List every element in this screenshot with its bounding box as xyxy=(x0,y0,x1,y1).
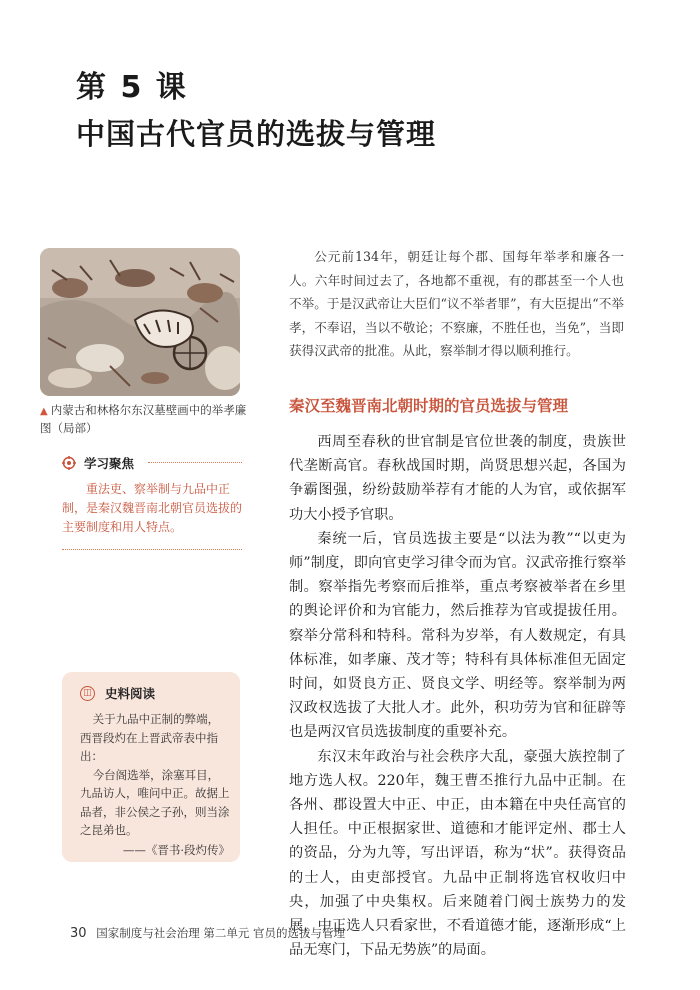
focus-divider xyxy=(148,462,242,463)
body-paragraph: 东汉末年政治与社会秩序大乱，豪强大族控制了地方选人权。220年，魏王曹丕推行九品中正制。在各州、郡设置大中正、中正，由本籍在中央任高官的人担任。中正根据家世、道德和才能评定州、郡士人的资品，分为九等，写出评语，称为“状”。获得资品的士人，由吏部授官。九品中正制将选官权收归中央，加强了中央集权。后来随着门阀士族势力的发展，中正选人只看家世，不看道德才能，逐渐形成“上品无寒门，下品无势族”的局面。 xyxy=(289,748,626,959)
reading-quote: 今台阁选举，涂塞耳目，九品访人，唯问中正。故据上品者，非公侯之子孙，则当涂之昆弟也。 xyxy=(80,767,230,837)
study-focus-box xyxy=(62,454,242,550)
mural-image xyxy=(40,248,240,396)
page-footer xyxy=(70,925,345,941)
page-number: 30 xyxy=(70,926,87,941)
reading-source: ——《晋书·段灼传》 xyxy=(122,842,230,857)
historical-reading-box xyxy=(62,672,240,862)
footer-text: 国家制度与社会治理 第二单元 官员的选拔与管理 xyxy=(96,926,346,940)
section-heading: 秦汉至魏晋南北朝时期的官员选拔与管理 xyxy=(289,397,569,415)
lesson-title: 中国古代官员的选拔与管理 xyxy=(76,117,437,151)
intro-paragraph: 公元前134年，朝廷让每个郡、国每年举孝和廉各一人。六年时间过去了，各地都不重视，有的郡甚至一个人也不举。于是汉武帝让大臣们“议不举者罪”，有大臣提出“不举孝，不奉诏，当以不敬论；不察廉，不胜任也，当免”，当即获得汉武帝的批准。从此，察举制才得以顺利推行。 xyxy=(289,249,624,359)
body-text xyxy=(289,430,626,962)
lesson-number: 第 5 课 xyxy=(76,70,188,105)
focus-bottom-divider xyxy=(62,549,242,550)
reading-intro: 关于九品中正制的弊端，西晋段灼在上晋武帝表中指出： xyxy=(80,712,220,763)
reading-book-icon: ◫ xyxy=(80,686,95,701)
triangle-marker-icon: ▲ xyxy=(40,406,48,417)
study-focus-title: 学习聚焦 xyxy=(84,456,135,471)
focus-target-icon xyxy=(62,456,76,470)
study-focus-text: 重法吏、察举制与九品中正制，是秦汉魏晋南北朝官员选拔的主要制度和用人特点。 xyxy=(62,482,243,534)
historical-reading-title: 史料阅读 xyxy=(105,686,156,701)
body-paragraph: 西周至春秋的世官制是官位世袭的制度，贵族世代垄断高官。春秋战国时期，尚贤思想兴起，各国为争霸图强，纷纷鼓励举荐有才能的人为官，或依据军功大小授予官职。 xyxy=(289,434,626,523)
image-caption: ▲ 内蒙古和林格尔东汉墓壁画中的举孝廉图（局部） xyxy=(40,403,247,435)
body-paragraph: 秦统一后，官员选拔主要是“以法为教”“以吏为师”制度，即向官吏学习律令而为官。汉武帝推行察举制。察举指先考察而后推举，重点考察被举者在乡里的舆论评价和为官能力，然后推荐为官或提拔任用。察举分常科和特科。常科为岁举，有人数规定，有具体标准，如孝廉、茂才等；特科有具体标准但无固定时间，如贤良方正、贤良文学、明经等。察举制为两汉政权选拔了大批人才。此外，积功劳为官和征辟等也是两汉官员选拔制度的重要补充。 xyxy=(289,530,626,741)
